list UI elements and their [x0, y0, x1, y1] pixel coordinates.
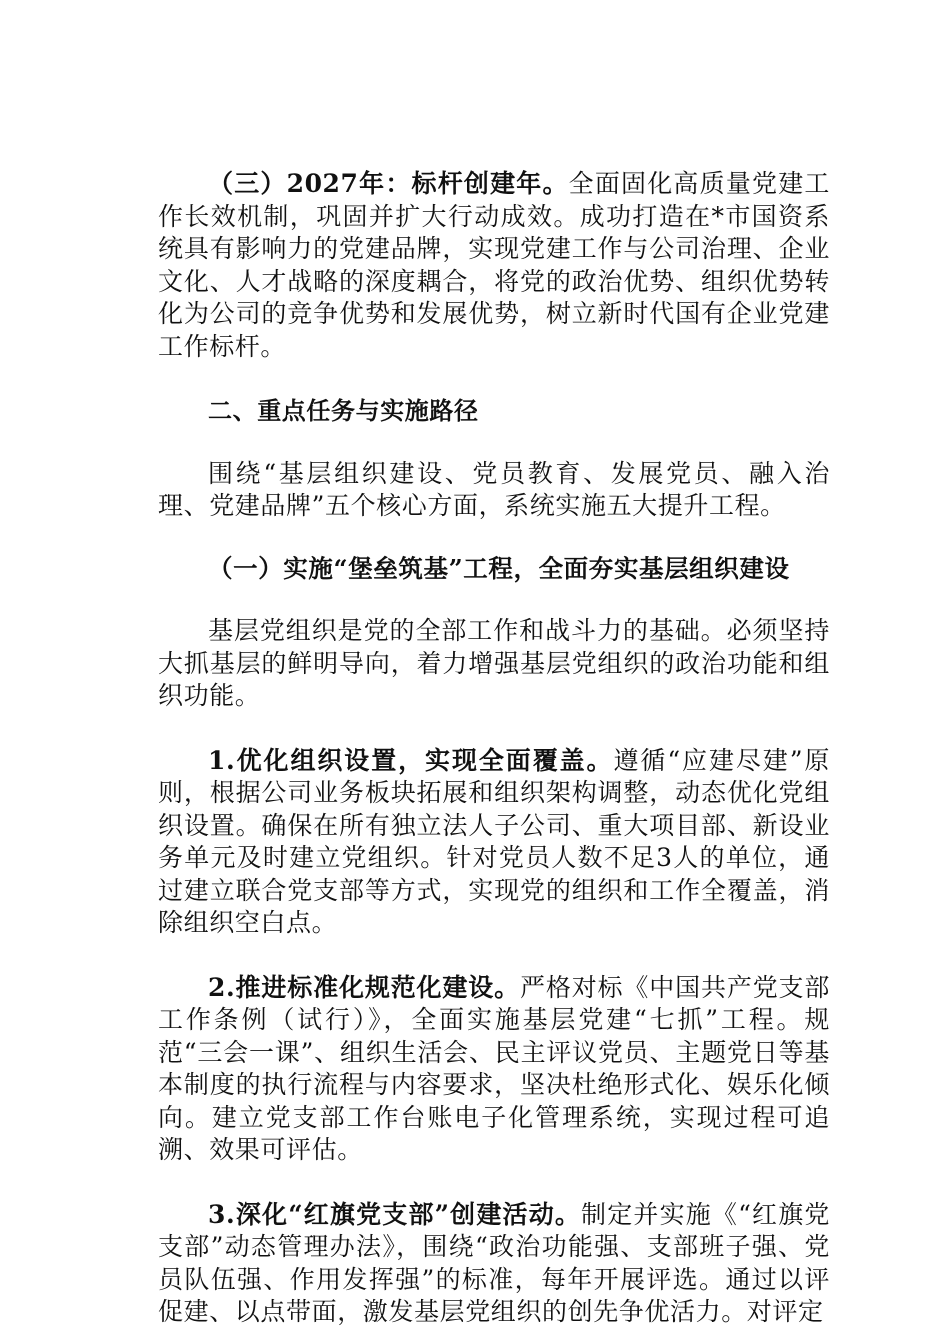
section-heading-2: 二、重点任务与实施路径	[208, 397, 479, 425]
list-item-3	[158, 1199, 830, 1329]
list-item-lead: 1.优化组织设置，实现全面覆盖。	[208, 745, 614, 775]
list-item-2	[158, 972, 830, 1167]
list-item-body: 遵循“应建尽建”原则，根据公司业务板块拓展和组织架构调整，动态优化党组织设置。确保在所有独立法人子公司、重大项目部、新设业务单元及时建立党组织。针对党员人数不足3人的单位，通过建立联合党支部等方式，实现党的组织和工作全覆盖，消除组织空白点。	[158, 745, 830, 937]
list-item-lead: 3.深化“红旗党支部”创建活动。	[208, 1199, 582, 1229]
paragraph-lead: （三）2027年：标杆创建年。	[208, 169, 569, 198]
list-item-1	[158, 745, 830, 940]
subsection-heading-1: （一）实施“堡垒筑基”工程，全面夯实基层组织建设	[208, 553, 790, 583]
list-item-body: 严格对标《中国共产党支部工作条例（试行）》，全面实施基层党建“七抓”工程。规范“三会一课”、组织生活会、民主评议党员、主题党日等基本制度的执行流程与内容要求，坚决杜绝形式化、娱乐化倾向。建立党支部工作台账电子化管理系统，实现过程可追溯、效果可评估。	[158, 972, 831, 1164]
paragraph-body: 全面固化高质量党建工作长效机制，巩固并扩大行动成效。成功打造在*市国资系统具有影响力的党建品牌，实现党建工作与公司治理、企业文化、人才战略的深度耦合，将党的政治优势、组织优势转化为公司的竞争优势和发展优势，树立新时代国有企业党建工作标杆。	[158, 169, 830, 361]
paragraph-foundation: 基层党组织是党的全部工作和战斗力的基础。必须坚持大抓基层的鲜明导向，着力增强基层党组织的政治功能和组织功能。	[158, 616, 830, 710]
paragraph-intro: 围绕“基层组织建设、党员教育、发展党员、融入治理、党建品牌”五个核心方面，系统实施五大提升工程。	[158, 458, 830, 520]
list-item-lead: 2.推进标准化规范化建设。	[208, 972, 520, 1002]
list-item-body: 制定并实施《“红旗党支部”动态管理办法》，围绕“政治功能强、支部班子强、党员队伍强、作用发挥强”的标准，每年开展评选。通过以评促建、以点带面，激发基层党组织的创先争优活力。对评定	[158, 1199, 830, 1326]
document-page	[158, 168, 830, 1329]
paragraph-2027-goal	[158, 168, 830, 363]
